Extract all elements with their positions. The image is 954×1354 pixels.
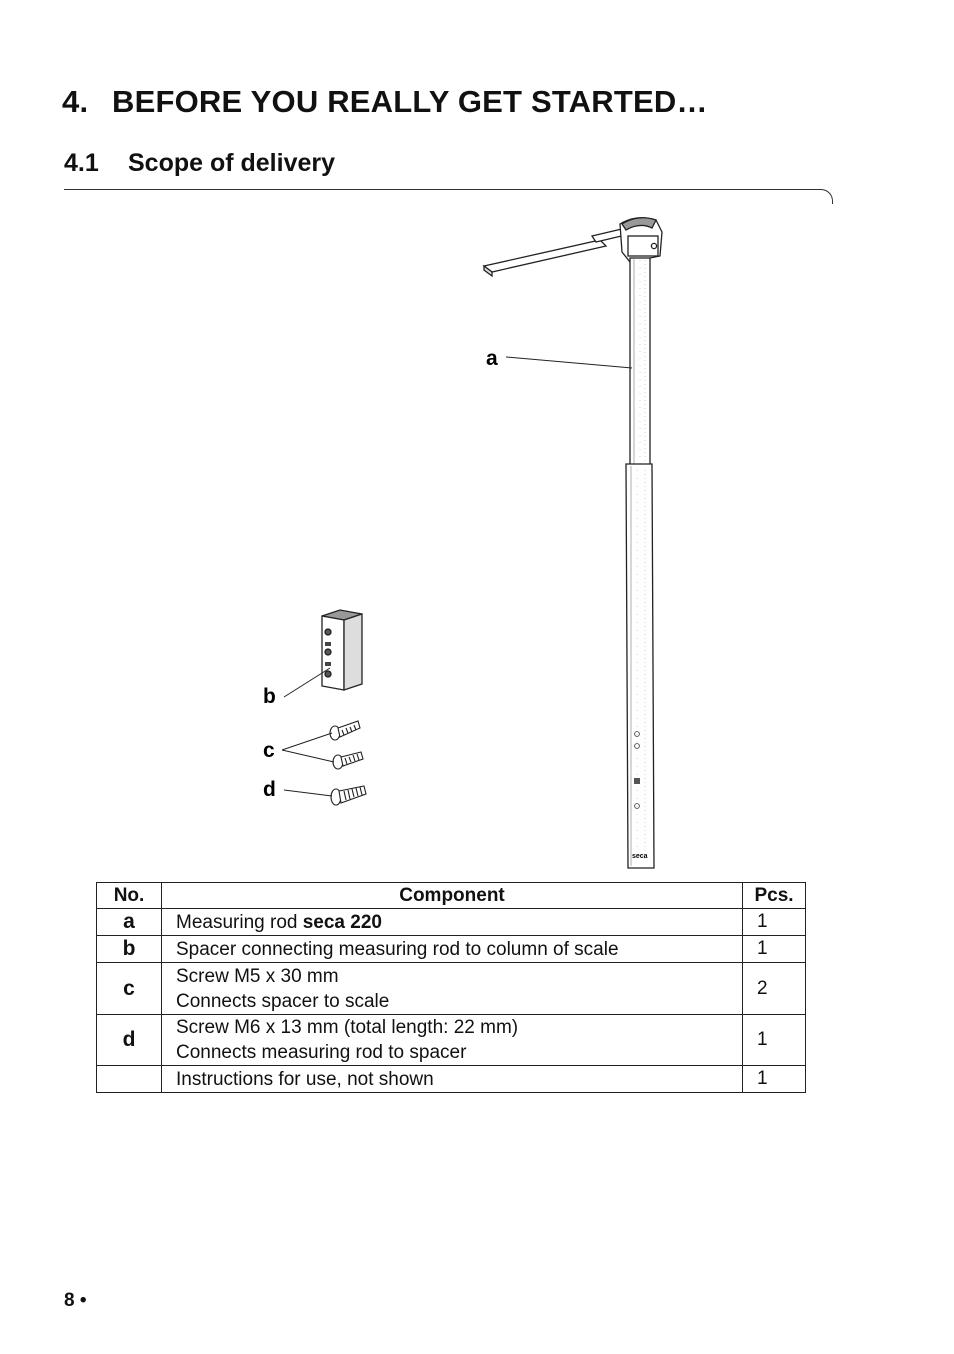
table-row [97,1015,806,1066]
chapter-number: 4. [62,84,89,119]
header-component: Component [162,883,743,909]
row-pcs: 2 [743,963,806,1015]
spacer [322,610,362,690]
components-table [96,882,806,1093]
component-text: Screw M5 x 30 mm [176,965,339,987]
callout-b: b [263,685,276,708]
row-no: c [97,963,162,1015]
component-text: Measuring rod [176,911,303,933]
measuring-rod-lower [626,464,654,868]
header-pcs: Pcs. [743,883,806,909]
row-no: d [97,1015,162,1066]
row-component [162,1066,743,1093]
row-no [97,1066,162,1093]
rod-brand-label: seca [632,853,648,860]
table-row [97,936,806,963]
table-header-row [97,883,806,909]
component-text: Instructions for use, not shown [176,1068,434,1090]
row-pcs: 1 [743,1015,806,1066]
screw-m5-1 [330,721,360,740]
callout-c: c [263,739,275,762]
product-name: seca 220 [302,911,382,933]
table-row [97,909,806,936]
chapter-title: BEFORE YOU REALLY GET STARTED… [112,84,708,119]
row-pcs: 1 [743,1066,806,1093]
row-component [162,909,743,936]
row-no: b [97,936,162,963]
row-component [162,936,743,963]
callout-d: d [263,778,276,801]
component-text: Connects measuring rod to spacer [176,1042,467,1063]
screw-m5-2 [333,752,363,769]
callout-a: a [486,347,498,370]
component-text: Spacer connecting measuring rod to column of scale [176,938,619,960]
page-number: 8 • [64,1290,87,1311]
header-no: No. [97,883,162,909]
section-number: 4.1 [64,149,99,177]
row-component [162,963,743,1015]
row-component [162,1015,743,1066]
row-no: a [97,909,162,936]
row-pcs: 1 [743,936,806,963]
component-text: Screw M6 x 13 mm (total length: 22 mm) [176,1017,519,1038]
component-text: Connects spacer to scale [176,990,390,1012]
measuring-rod-upper [630,258,650,466]
row-pcs: 1 [743,909,806,936]
section-title: Scope of delivery [128,149,336,177]
table-row [97,963,806,1015]
screw-m6 [331,786,366,805]
table-row [97,1066,806,1093]
